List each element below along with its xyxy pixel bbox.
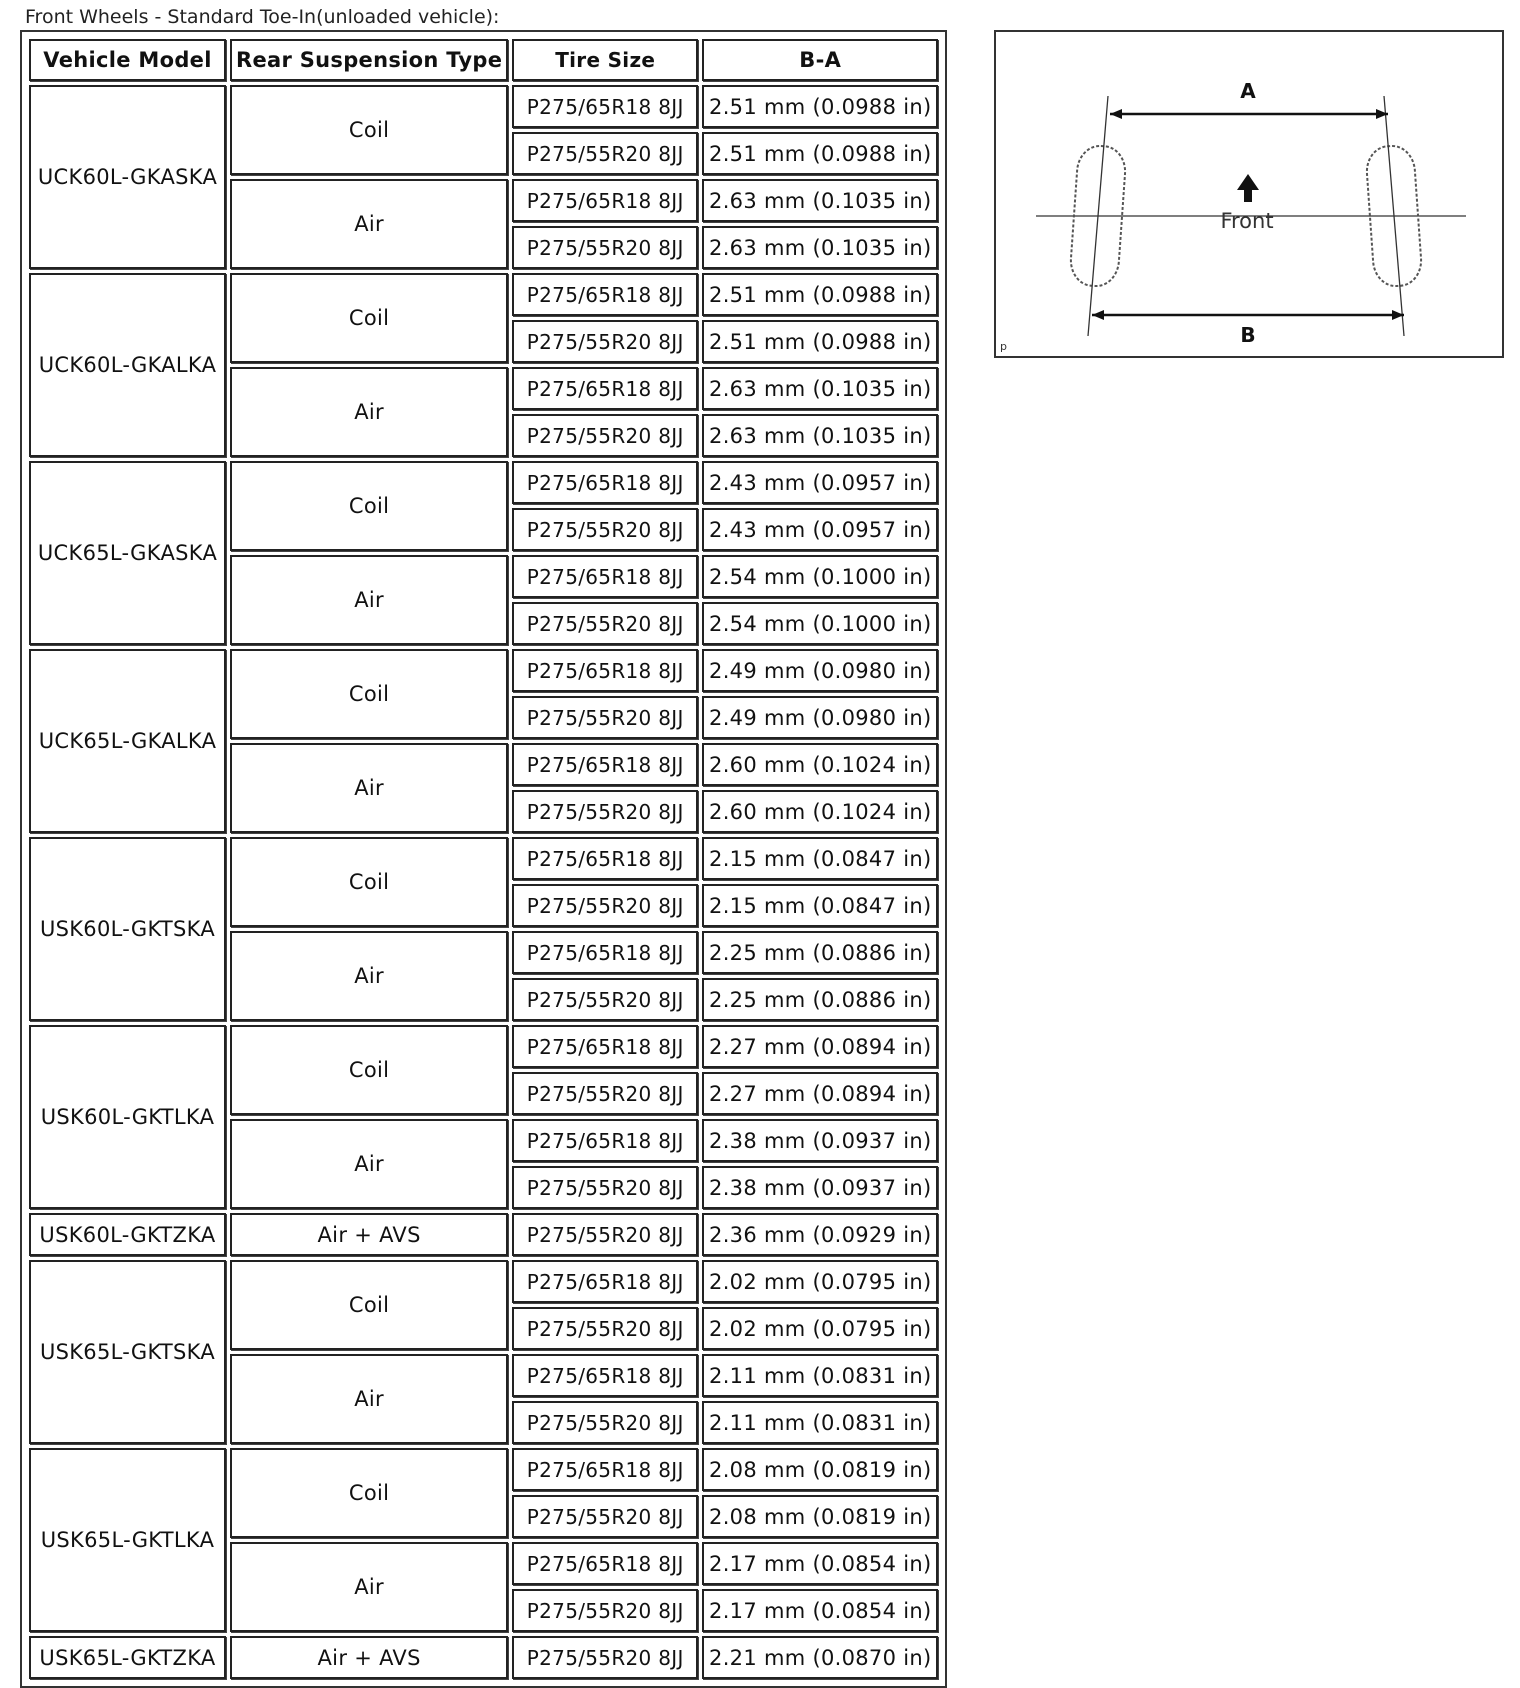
tire-size-cell: P275/55R20 8JJ — [512, 1401, 698, 1444]
tire-size-cell: P275/65R18 8JJ — [512, 931, 698, 974]
toe-in-value-cell: 2.51 mm (0.0988 in) — [702, 132, 938, 175]
dimension-b-left-arrowhead — [1092, 310, 1104, 320]
tire-size-cell: P275/55R20 8JJ — [512, 1307, 698, 1350]
dimension-b-label: B — [1240, 323, 1256, 347]
toe-in-value-cell: 2.02 mm (0.0795 in) — [702, 1307, 938, 1350]
tire-size-cell: P275/55R20 8JJ — [512, 508, 698, 551]
front-direction-label: Front — [1220, 209, 1274, 233]
toe-in-value-cell: 2.63 mm (0.1035 in) — [702, 367, 938, 410]
tire-size-cell: P275/55R20 8JJ — [512, 414, 698, 457]
tire-size-cell: P275/65R18 8JJ — [512, 1354, 698, 1397]
rear-suspension-type-cell: Coil — [230, 649, 508, 739]
table-row — [29, 273, 938, 316]
toe-in-value-cell: 2.60 mm (0.1024 in) — [702, 790, 938, 833]
diagram-corner-mark: p — [1000, 340, 1007, 353]
toe-in-value-cell: 2.63 mm (0.1035 in) — [702, 414, 938, 457]
tire-size-cell: P275/65R18 8JJ — [512, 179, 698, 222]
toe-in-value-cell: 2.36 mm (0.0929 in) — [702, 1213, 938, 1256]
tire-size-cell: P275/65R18 8JJ — [512, 273, 698, 316]
toe-in-value-cell: 2.51 mm (0.0988 in) — [702, 320, 938, 363]
toe-in-value-cell: 2.08 mm (0.0819 in) — [702, 1495, 938, 1538]
vehicle-model-cell: USK65L-GKTZKA — [29, 1636, 226, 1679]
tire-size-cell: P275/55R20 8JJ — [512, 602, 698, 645]
rear-suspension-type-cell: Coil — [230, 837, 508, 927]
rear-suspension-type-cell: Air — [230, 179, 508, 269]
rear-suspension-type-cell: Air — [230, 1354, 508, 1444]
tire-size-cell: P275/65R18 8JJ — [512, 1260, 698, 1303]
table-row — [29, 1448, 938, 1491]
toe-in-value-cell: 2.27 mm (0.0894 in) — [702, 1072, 938, 1115]
table-row — [29, 837, 938, 880]
table-row — [29, 649, 938, 692]
toe-in-value-cell: 2.51 mm (0.0988 in) — [702, 273, 938, 316]
table-row — [29, 1260, 938, 1303]
tire-size-cell: P275/55R20 8JJ — [512, 790, 698, 833]
tire-size-cell: P275/65R18 8JJ — [512, 461, 698, 504]
dimension-a-label: A — [1240, 79, 1256, 103]
vehicle-model-cell: USK65L-GKTLKA — [29, 1448, 226, 1632]
front-arrow-icon — [1237, 174, 1259, 202]
vehicle-model-cell: UCK60L-GKALKA — [29, 273, 226, 457]
rear-suspension-type-cell: Coil — [230, 461, 508, 551]
rear-suspension-type-cell: Coil — [230, 273, 508, 363]
toe-in-value-cell: 2.25 mm (0.0886 in) — [702, 931, 938, 974]
toe-in-value-cell: 2.60 mm (0.1024 in) — [702, 743, 938, 786]
tire-size-cell: P275/65R18 8JJ — [512, 1119, 698, 1162]
rear-suspension-type-cell: Coil — [230, 1025, 508, 1115]
header-b-minus-a: B-A — [702, 39, 938, 81]
rear-suspension-type-cell: Air — [230, 555, 508, 645]
tire-size-cell: P275/65R18 8JJ — [512, 649, 698, 692]
toe-in-value-cell: 2.17 mm (0.0854 in) — [702, 1542, 938, 1585]
table-body — [29, 85, 938, 1679]
toe-in-diagram-svg — [996, 32, 1502, 356]
tire-size-cell: P275/55R20 8JJ — [512, 1636, 698, 1679]
toe-in-value-cell: 2.27 mm (0.0894 in) — [702, 1025, 938, 1068]
toe-in-value-cell: 2.38 mm (0.0937 in) — [702, 1166, 938, 1209]
tire-size-cell: P275/55R20 8JJ — [512, 1495, 698, 1538]
toe-in-value-cell: 2.49 mm (0.0980 in) — [702, 696, 938, 739]
vehicle-model-cell: USK60L-GKTZKA — [29, 1213, 226, 1256]
rear-suspension-type-cell: Coil — [230, 1448, 508, 1538]
tire-size-cell: P275/55R20 8JJ — [512, 320, 698, 363]
toe-in-value-cell: 2.08 mm (0.0819 in) — [702, 1448, 938, 1491]
tire-size-cell: P275/55R20 8JJ — [512, 1166, 698, 1209]
table-row — [29, 1636, 938, 1679]
vehicle-model-cell: USK65L-GKTSKA — [29, 1260, 226, 1444]
vehicle-model-cell: UCK60L-GKASKA — [29, 85, 226, 269]
header-vehicle-model: Vehicle Model — [29, 39, 226, 81]
dimension-a-left-arrowhead — [1110, 109, 1122, 119]
toe-in-value-cell: 2.38 mm (0.0937 in) — [702, 1119, 938, 1162]
table-row — [29, 1025, 938, 1068]
tire-size-cell: P275/65R18 8JJ — [512, 837, 698, 880]
toe-in-value-cell: 2.49 mm (0.0980 in) — [702, 649, 938, 692]
tire-size-cell: P275/65R18 8JJ — [512, 85, 698, 128]
tire-size-cell: P275/65R18 8JJ — [512, 555, 698, 598]
rear-suspension-type-cell: Air + AVS — [230, 1636, 508, 1679]
tire-size-cell: P275/55R20 8JJ — [512, 226, 698, 269]
tire-size-cell: P275/55R20 8JJ — [512, 978, 698, 1021]
tire-size-cell: P275/55R20 8JJ — [512, 696, 698, 739]
toe-in-value-cell: 2.02 mm (0.0795 in) — [702, 1260, 938, 1303]
table-row — [29, 1213, 938, 1256]
header-rear-suspension-type: Rear Suspension Type — [230, 39, 508, 81]
tire-size-cell: P275/65R18 8JJ — [512, 1025, 698, 1068]
toe-in-value-cell: 2.15 mm (0.0847 in) — [702, 884, 938, 927]
tire-size-cell: P275/65R18 8JJ — [512, 1542, 698, 1585]
table-header-row — [29, 39, 938, 81]
toe-in-value-cell: 2.17 mm (0.0854 in) — [702, 1589, 938, 1632]
table-row — [29, 85, 938, 128]
rear-suspension-type-cell: Air — [230, 1542, 508, 1632]
toe-in-value-cell: 2.63 mm (0.1035 in) — [702, 179, 938, 222]
rear-suspension-type-cell: Air — [230, 743, 508, 833]
tire-size-cell: P275/55R20 8JJ — [512, 1213, 698, 1256]
vehicle-model-cell: UCK65L-GKASKA — [29, 461, 226, 645]
table-caption: Front Wheels - Standard Toe-In(unloaded vehicle): — [25, 6, 500, 28]
tire-size-cell: P275/65R18 8JJ — [512, 743, 698, 786]
vehicle-model-cell: USK60L-GKTLKA — [29, 1025, 226, 1209]
vehicle-model-cell: USK60L-GKTSKA — [29, 837, 226, 1021]
rear-suspension-type-cell: Air — [230, 931, 508, 1021]
header-tire-size: Tire Size — [512, 39, 698, 81]
rear-suspension-type-cell: Coil — [230, 85, 508, 175]
toe-in-value-cell: 2.63 mm (0.1035 in) — [702, 226, 938, 269]
toe-in-diagram — [994, 30, 1504, 358]
toe-in-spec-table-frame — [20, 30, 947, 1688]
tire-size-cell: P275/65R18 8JJ — [512, 367, 698, 410]
toe-in-value-cell: 2.54 mm (0.1000 in) — [702, 602, 938, 645]
toe-in-value-cell: 2.43 mm (0.0957 in) — [702, 461, 938, 504]
rear-suspension-type-cell: Air — [230, 367, 508, 457]
rear-suspension-type-cell: Air — [230, 1119, 508, 1209]
toe-in-value-cell: 2.51 mm (0.0988 in) — [702, 85, 938, 128]
tire-size-cell: P275/55R20 8JJ — [512, 884, 698, 927]
toe-in-value-cell: 2.11 mm (0.0831 in) — [702, 1401, 938, 1444]
tire-size-cell: P275/65R18 8JJ — [512, 1448, 698, 1491]
tire-size-cell: P275/55R20 8JJ — [512, 132, 698, 175]
toe-in-spec-table — [25, 35, 942, 1683]
toe-in-value-cell: 2.11 mm (0.0831 in) — [702, 1354, 938, 1397]
table-row — [29, 461, 938, 504]
vehicle-model-cell: UCK65L-GKALKA — [29, 649, 226, 833]
tire-size-cell: P275/55R20 8JJ — [512, 1072, 698, 1115]
rear-suspension-type-cell: Air + AVS — [230, 1213, 508, 1256]
rear-suspension-type-cell: Coil — [230, 1260, 508, 1350]
toe-in-value-cell: 2.54 mm (0.1000 in) — [702, 555, 938, 598]
tire-size-cell: P275/55R20 8JJ — [512, 1589, 698, 1632]
toe-in-value-cell: 2.43 mm (0.0957 in) — [702, 508, 938, 551]
toe-in-value-cell: 2.21 mm (0.0870 in) — [702, 1636, 938, 1679]
toe-in-value-cell: 2.25 mm (0.0886 in) — [702, 978, 938, 1021]
toe-in-value-cell: 2.15 mm (0.0847 in) — [702, 837, 938, 880]
